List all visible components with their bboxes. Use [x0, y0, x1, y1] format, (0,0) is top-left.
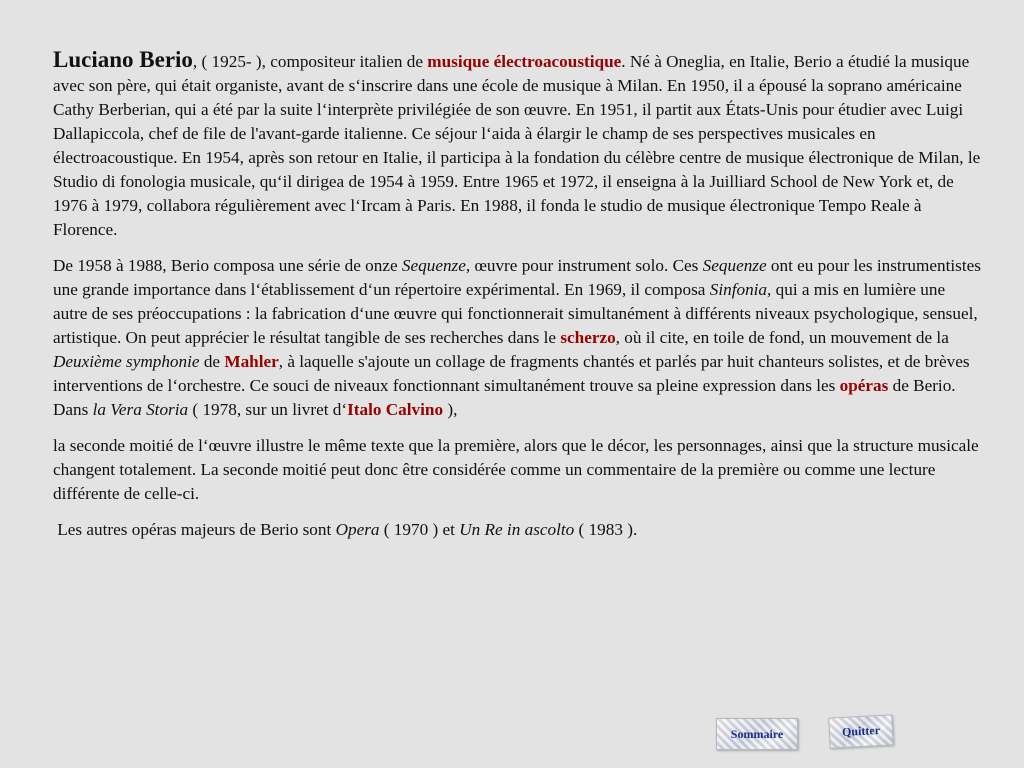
text-segment: ),: [443, 400, 458, 419]
work-title-un-re-in-ascolto: Un Re in ascolto: [459, 520, 575, 539]
work-title-deuxieme-symphonie: Deuxième symphonie: [53, 352, 200, 371]
sommaire-button[interactable]: Sommaire: [716, 718, 798, 750]
text-segment: ont eu pour les instrumentistes une grande importance dans l‘établissement d‘un répertoire expérimental. En 1969, il composa: [53, 256, 981, 299]
text-segment: Les autres opéras majeurs de Berio sont: [53, 520, 336, 539]
text-segment: ( 1983 ).: [574, 520, 638, 539]
paragraph-biography: [53, 48, 983, 242]
work-title-opera: Opera: [335, 520, 380, 539]
link-scherzo[interactable]: scherzo: [560, 328, 616, 347]
text-segment: qui a mis en lumière une autre de ses préoccupations : la fabrication d‘une œuvre qui fonctionnerait simultanément à différents niveaux psychologique, sensuel, artistique. On peut apprécier le résultat tangible de ses recherches dans le: [53, 280, 978, 347]
link-italo-calvino[interactable]: Italo Calvino: [347, 400, 444, 419]
text-segment: de: [199, 352, 225, 371]
text-segment: ( 1978, sur un livret d‘: [188, 400, 348, 419]
work-title-la-vera-storia: la Vera Storia: [92, 400, 189, 419]
quitter-button[interactable]: Quitter: [828, 714, 894, 748]
link-musique-electroacoustique[interactable]: musique électroacoustique: [427, 52, 622, 71]
text-segment: De 1958 à 1988, Berio composa une série de onze: [53, 256, 402, 275]
text-segment: . Né à Oneglia, en Italie, Berio a étudié la musique avec son père, qui était organiste, avant de s‘inscrire dans une école de musique à Milan. En 1950, il a épousé la soprano américaine Cathy Berberian, qui a été par la suite l‘interprète privilégiée de son œuvre. En 1951, il partit aux États-Unis pour étudier avec Luigi Dallapiccola, chef de file de l'avant-garde italienne. Ce séjour l‘aida à élargir le champ de ses perspectives musicales en électroacoustique. En 1954, après son retour en Italie, il participa à la fondation du célèbre centre de musique électronique de Milan, le Studio di fonologia musicale, qu‘il dirigea de 1954 à 1959. Entre 1965 et 1972, il enseigna à la Juilliard School de New York et, de 1976 à 1979, collabora régulièrement avec l‘Ircam à Paris. En 1988, il fonda le studio de musique électronique Tempo Reale à Florence.: [53, 52, 981, 239]
link-operas[interactable]: opéras: [839, 376, 889, 395]
work-title-sequenze: Sequenze: [702, 256, 767, 275]
text-segment: , ( 1925- ), compositeur italien de: [192, 52, 428, 71]
work-title-sinfonia: Sinfonia,: [709, 280, 772, 299]
paragraph-second-half: la seconde moitié de l‘œuvre illustre le même texte que la première, alors que le décor, les personnages, ainsi que la structure musicale changent totalement. La seconde moitié peut donc être considérée comme un commentaire de la première ou comme une lecture différente de celle-ci.: [53, 436, 979, 503]
work-title-sequenze: Sequenze,: [401, 256, 471, 275]
paragraph-other-operas: [53, 518, 983, 542]
text-segment: de Berio. Dans: [53, 376, 956, 419]
text-segment: , où il cite, en toile de fond, un mouvement de la: [615, 328, 949, 347]
text-segment: , à laquelle s'ajoute un collage de fragments chantés et parlés par huit chanteurs solistes, et de brèves interventions de l‘orchestre. Ce souci de niveaux fonctionnant simultanément trouve sa pleine expression dans les: [53, 352, 970, 395]
text-segment: ( 1970 ) et: [379, 520, 460, 539]
paragraph-works: [53, 254, 983, 422]
composer-name: Luciano Berio: [53, 47, 193, 72]
link-mahler[interactable]: Mahler: [224, 352, 279, 371]
text-segment: œuvre pour instrument solo. Ces: [470, 256, 703, 275]
article-body: [53, 48, 983, 554]
